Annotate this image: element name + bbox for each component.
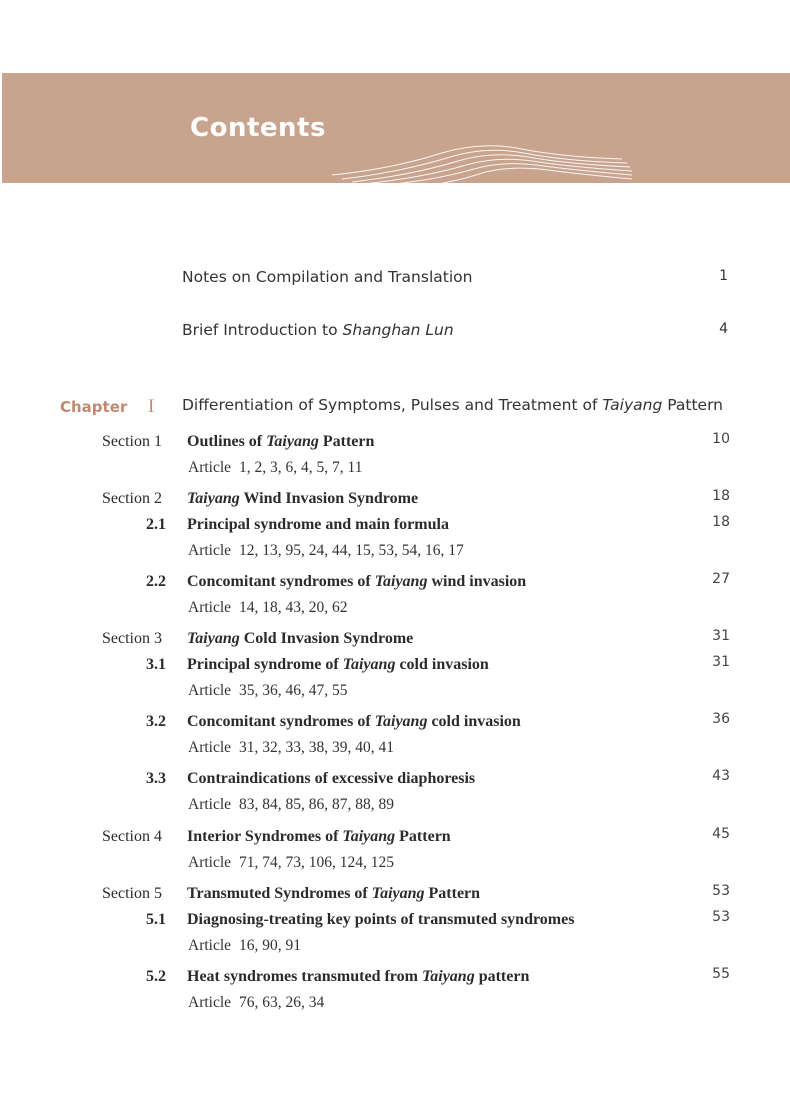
toc-entry-title: Principal syndrome and main formula — [187, 516, 449, 533]
toc-page-number: 55 — [712, 966, 730, 982]
article-label: Article — [188, 682, 232, 699]
article-numbers: 14, 18, 43, 20, 62 — [239, 599, 348, 616]
article-numbers: 83, 84, 85, 86, 87, 88, 89 — [239, 796, 395, 813]
toc-page-number: 27 — [712, 571, 730, 587]
article-numbers: 71, 74, 73, 106, 124, 125 — [239, 854, 395, 871]
article-label: Article — [188, 994, 232, 1011]
toc-entry-title: Diagnosing-treating key points of transmuted syndromes — [187, 911, 575, 928]
article-numbers: 76, 63, 26, 34 — [239, 994, 325, 1011]
article-label: Article — [188, 542, 232, 559]
article-numbers: 16, 90, 91 — [239, 937, 302, 954]
subsection-number: 5.2 — [146, 968, 166, 985]
article-label: Article — [188, 854, 232, 871]
toc-entry-title: Interior Syndromes of Taiyang Pattern — [187, 828, 451, 845]
article-label: Article — [188, 937, 232, 954]
toc-page-number: 45 — [712, 826, 730, 842]
toc-entry[interactable] — [0, 828, 790, 850]
toc-entry[interactable] — [0, 885, 790, 907]
toc-entry-title: Principal syndrome of Taiyang cold invasion — [187, 656, 489, 673]
toc-page-number: 36 — [712, 711, 730, 727]
toc-entry-title: Notes on Compilation and Translation — [182, 268, 473, 286]
chapter-number: I — [148, 396, 155, 417]
toc-entry-title: Concomitant syndromes of Taiyang cold invasion — [187, 713, 521, 730]
section-label: Section 1 — [102, 433, 162, 450]
toc-page-number: 53 — [712, 909, 730, 925]
toc-entry-title: Taiyang Cold Invasion Syndrome — [187, 630, 414, 647]
subsection-number: 3.1 — [146, 656, 166, 673]
article-list — [188, 542, 464, 560]
article-list — [188, 796, 394, 814]
article-list — [188, 994, 324, 1012]
contents-banner — [2, 73, 790, 183]
section-label: Section 5 — [102, 885, 162, 902]
article-numbers: 1, 2, 3, 6, 4, 5, 7, 11 — [239, 459, 363, 476]
toc-page-number: 4 — [719, 321, 728, 337]
toc-entry[interactable] — [0, 656, 790, 678]
toc-entry-title: Outlines of Taiyang Pattern — [187, 433, 375, 450]
toc-entry[interactable] — [0, 573, 790, 595]
article-label: Article — [188, 796, 232, 813]
toc-entry[interactable] — [0, 770, 790, 792]
article-list — [188, 854, 394, 872]
toc-page-number: 53 — [712, 883, 730, 899]
article-list — [188, 739, 394, 757]
article-label: Article — [188, 459, 232, 476]
article-label: Article — [188, 599, 232, 616]
article-numbers: 35, 36, 46, 47, 55 — [239, 682, 348, 699]
section-label: Section 4 — [102, 828, 162, 845]
toc-entry-notes[interactable] — [182, 268, 728, 286]
wave-decoration-icon — [332, 135, 632, 183]
toc-page-number: 18 — [712, 514, 730, 530]
article-numbers: 12, 13, 95, 24, 44, 15, 53, 54, 16, 17 — [239, 542, 464, 559]
page-title: Contents — [190, 113, 326, 143]
toc-entry-title: Taiyang Wind Invasion Syndrome — [187, 490, 419, 507]
article-list — [188, 682, 348, 700]
toc-entry-title: Concomitant syndromes of Taiyang wind invasion — [187, 573, 527, 590]
toc-page-number: 31 — [712, 628, 730, 644]
article-list — [188, 937, 301, 955]
article-list — [188, 459, 362, 477]
chapter-label: Chapter — [60, 398, 128, 416]
toc-page-number: 18 — [712, 488, 730, 504]
section-label: Section 2 — [102, 490, 162, 507]
toc-entry-introduction[interactable] — [182, 321, 728, 339]
subsection-number: 3.3 — [146, 770, 166, 787]
toc-entry-title: Contraindications of excessive diaphoresis — [187, 770, 476, 787]
toc-entry[interactable] — [0, 490, 790, 512]
subsection-number: 5.1 — [146, 911, 166, 928]
toc-entry[interactable] — [0, 911, 790, 933]
toc-entry[interactable] — [0, 713, 790, 735]
subsection-number: 2.2 — [146, 573, 166, 590]
article-list — [188, 599, 348, 617]
toc-page-number: 1 — [719, 268, 728, 284]
toc-entry[interactable] — [0, 630, 790, 652]
subsection-number: 2.1 — [146, 516, 166, 533]
toc-entry[interactable] — [0, 968, 790, 990]
toc-entry-title: Brief Introduction to Shanghan Lun — [182, 321, 454, 339]
toc-entry-title: Heat syndromes transmuted from Taiyang pattern — [187, 968, 530, 985]
subsection-number: 3.2 — [146, 713, 166, 730]
toc-page-number: 43 — [712, 768, 730, 784]
toc-page-number: 31 — [712, 654, 730, 670]
toc-entry-title: Transmuted Syndromes of Taiyang Pattern — [187, 885, 481, 902]
toc-page-number: 10 — [712, 431, 730, 447]
toc-entry[interactable] — [0, 433, 790, 455]
chapter-title: Differentiation of Symptoms, Pulses and Treatment of Taiyang Pattern — [182, 396, 724, 414]
toc-entry[interactable] — [0, 516, 790, 538]
section-label: Section 3 — [102, 630, 162, 647]
article-label: Article — [188, 739, 232, 756]
article-numbers: 31, 32, 33, 38, 39, 40, 41 — [239, 739, 395, 756]
